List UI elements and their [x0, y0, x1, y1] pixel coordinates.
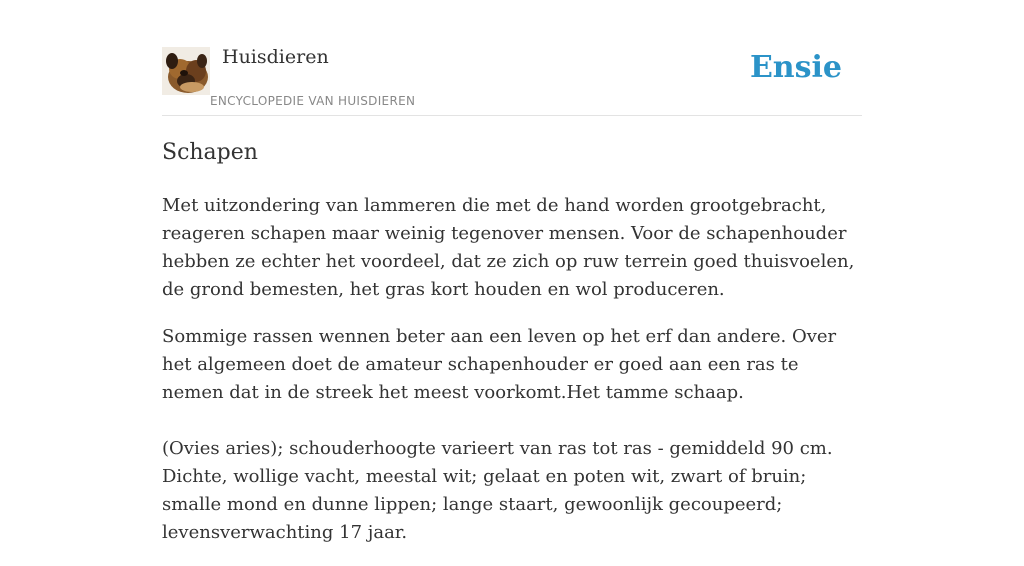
page — [162, 0, 862, 543]
site-tagline: ENCYCLOPEDIE VAN HUISDIEREN — [210, 94, 416, 108]
article-title: Schapen — [162, 140, 258, 165]
article-paragraph: Sommige rassen wennen beter aan een leven op het erf dan andere. Over het algemeen doet de amateur schapenhouder er goed aan een ras te nemen dat in de streek het meest voorkomt.Het tamme schaap. (Ovies aries); schouderhoogte varieert van ras tot ras - gemiddeld 90 cm. Dichte, wollige vacht, meestal wit; gelaat en poten wit, zwart of bruin; smalle mond en dunne lippen; lange staart, gewoonlijk gecoupeerd; levensverwachting 17 jaar. — [162, 326, 837, 543]
brand-logo[interactable]: Ensie — [749, 50, 842, 85]
site-header — [162, 0, 862, 116]
article-paragraph: Met uitzondering van lammeren die met de hand worden grootgebracht, reageren schapen maar weinig tegenover mensen. Voor de schapenhouder hebben ze echter het voordeel, dat ze zich op ruw terrein goed thuisvoelen, de grond bemesten, het gras kort houden en wol produceren. — [162, 195, 855, 300]
dog-photo-icon — [162, 47, 210, 95]
site-avatar[interactable] — [162, 47, 210, 95]
site-title-link[interactable]: Huisdieren — [222, 46, 329, 68]
article-body — [162, 192, 862, 566]
